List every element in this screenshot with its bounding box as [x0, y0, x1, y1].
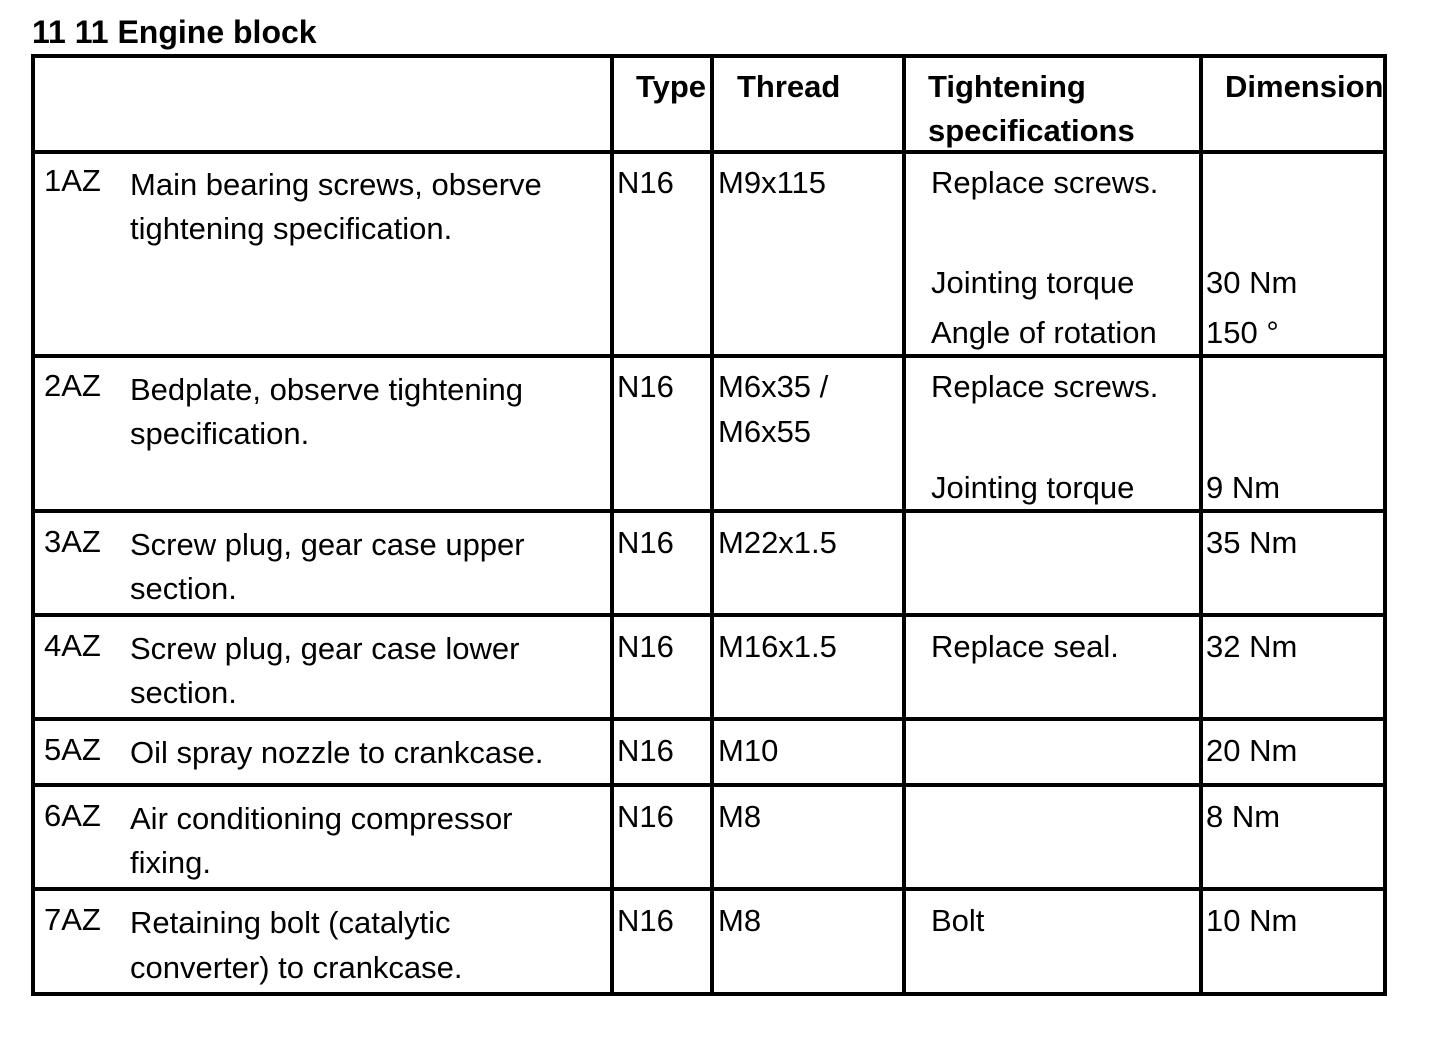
row-divider — [35, 717, 1383, 721]
row-type: N16 — [617, 165, 674, 200]
row-spec: Replace screws. — [931, 165, 1159, 200]
row-thread: M16x1.5 — [718, 629, 837, 664]
row-description-2: tightening specification. — [130, 211, 453, 246]
column-divider — [610, 58, 614, 992]
row-spec: Bolt — [931, 903, 985, 938]
row-spec-2: Jointing torque — [931, 265, 1135, 300]
row-thread: M6x35 / — [718, 369, 829, 404]
row-dimension: 30 Nm — [1206, 265, 1298, 300]
column-divider — [902, 58, 906, 992]
row-description-2: specification. — [130, 416, 310, 451]
column-divider — [1199, 58, 1203, 992]
column-header-tightening: Tightening — [928, 69, 1086, 104]
row-divider — [35, 354, 1383, 358]
row-type: N16 — [617, 525, 674, 560]
row-type: N16 — [617, 369, 674, 404]
row-dimension: 8 Nm — [1206, 799, 1281, 834]
column-divider — [710, 58, 714, 992]
column-header-dimension: Dimension — [1225, 69, 1384, 104]
row-type: N16 — [617, 799, 674, 834]
row-dimension-2: 150 ° — [1206, 315, 1279, 350]
row-type: N16 — [617, 733, 674, 768]
row-description: Main bearing screws, observe — [130, 167, 542, 202]
row-divider — [35, 783, 1383, 787]
row-description: Air conditioning compressor — [130, 801, 513, 836]
row-thread: M22x1.5 — [718, 525, 837, 560]
row-dimension: 20 Nm — [1206, 733, 1298, 768]
row-description-2: section. — [130, 571, 237, 606]
row-id: 2AZ — [44, 368, 101, 403]
row-id: 3AZ — [44, 524, 101, 559]
row-thread: M8 — [718, 903, 762, 938]
page-title: 11 11 Engine block — [32, 14, 317, 50]
row-type: N16 — [617, 903, 674, 938]
row-id: 4AZ — [44, 628, 101, 663]
row-description: Screw plug, gear case lower — [130, 631, 520, 666]
row-divider — [35, 887, 1383, 891]
row-thread: M9x115 — [718, 165, 826, 200]
column-header-type: Type — [636, 69, 707, 104]
row-id: 6AZ — [44, 798, 101, 833]
row-description-2: fixing. — [130, 845, 211, 880]
row-description-2: converter) to crankcase. — [130, 950, 463, 985]
row-description: Bedplate, observe tightening — [130, 372, 523, 407]
row-id: 1AZ — [44, 163, 101, 198]
row-description: Screw plug, gear case upper — [130, 527, 525, 562]
row-thread: M10 — [718, 733, 779, 768]
column-header-thread: Thread — [737, 69, 841, 104]
row-spec-2: Jointing torque — [931, 470, 1135, 505]
column-header-tightening-2: specifications — [928, 113, 1135, 148]
torque-spec-table — [31, 54, 1387, 996]
row-description: Oil spray nozzle to crankcase. — [130, 735, 544, 770]
row-spec: Replace seal. — [931, 629, 1119, 664]
row-description: Retaining bolt (catalytic — [130, 905, 451, 940]
row-dimension: 32 Nm — [1206, 629, 1298, 664]
row-id: 7AZ — [44, 902, 101, 937]
row-thread: M8 — [718, 799, 762, 834]
row-spec: Replace screws. — [931, 369, 1159, 404]
row-id: 5AZ — [44, 732, 101, 767]
row-divider — [35, 509, 1383, 513]
row-dimension: 10 Nm — [1206, 903, 1298, 938]
row-thread-2: M6x55 — [718, 414, 812, 449]
row-description-2: section. — [130, 675, 237, 710]
row-type: N16 — [617, 629, 674, 664]
row-divider — [35, 150, 1383, 154]
row-dimension: 35 Nm — [1206, 525, 1298, 560]
row-dimension: 9 Nm — [1206, 470, 1281, 505]
row-divider — [35, 613, 1383, 617]
row-spec-3: Angle of rotation — [931, 315, 1157, 350]
